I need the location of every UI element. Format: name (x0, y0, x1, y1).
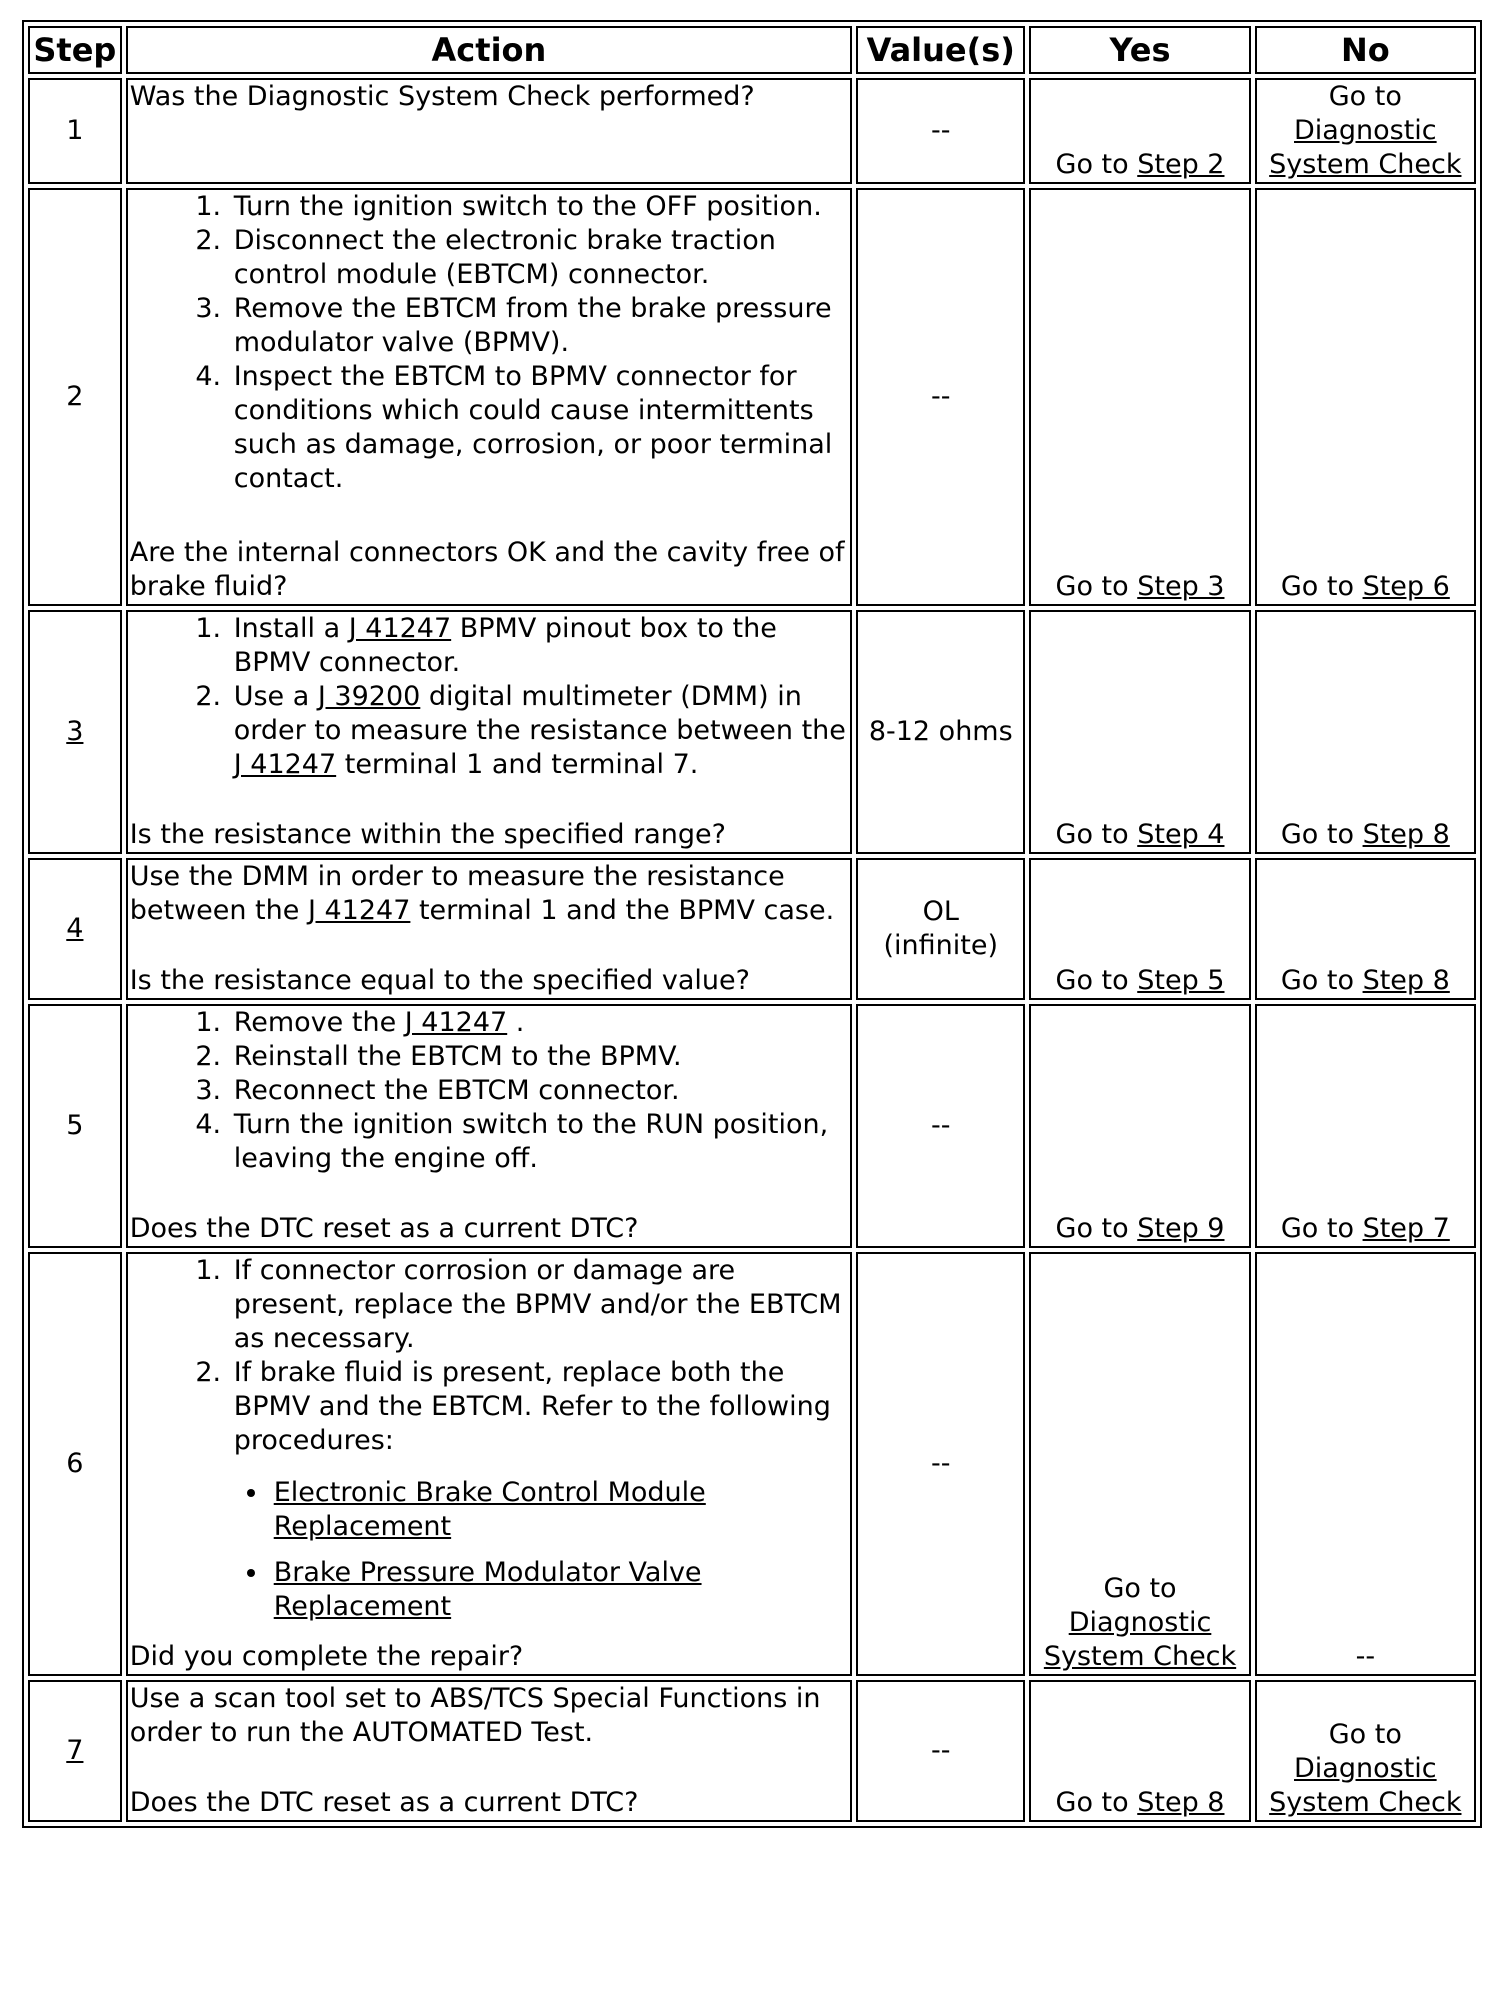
action-step-item: 4. Inspect the EBTCM to BPMV connector for conditions which could cause intermittents such as damage, corrosion, or poor terminal contact. (230, 360, 848, 496)
yes-cell (1029, 858, 1250, 1000)
action-question: Does the DTC reset as a current DTC? (129, 1213, 639, 1244)
action-step-item: 3. Reconnect the EBTCM connector. (230, 1074, 848, 1108)
j-41247-link[interactable]: J 41247 (233, 749, 337, 780)
value-line: (infinite) (883, 930, 998, 961)
j-41247-link[interactable]: J 41247 (307, 895, 411, 926)
text: BPMV pinout box to the BPMV connector. (233, 613, 777, 678)
no-cell (1255, 610, 1476, 854)
no-cell (1255, 1680, 1476, 1822)
step-number-link (28, 610, 122, 854)
value-cell: -- (856, 1004, 1025, 1248)
action-step-item: 2. Disconnect the electronic brake traction control module (EBTCM) connector. (230, 224, 848, 292)
procedure-links-list (130, 1476, 848, 1624)
no-link-step-6[interactable]: Step 6 (1362, 571, 1450, 602)
text: terminal 1 and the BPMV case. (410, 895, 835, 926)
value-cell: -- (856, 78, 1025, 184)
action-text: Was the Diagnostic System Check performed? (129, 81, 755, 112)
header-action: Action (126, 26, 852, 74)
no-prefix: Go to (1280, 571, 1363, 602)
header-yes: Yes (1029, 26, 1250, 74)
action-text (130, 861, 834, 926)
no-cell (1255, 1004, 1476, 1248)
yes-link-step-4[interactable]: Step 4 (1137, 819, 1225, 850)
action-step-item (230, 1006, 848, 1040)
action-cell (126, 858, 852, 1000)
action-cell (126, 78, 852, 184)
yes-cell (1029, 188, 1250, 606)
yes-link-step-5[interactable]: Step 5 (1137, 965, 1225, 996)
action-step-item: 3. Remove the EBTCM from the brake pressure modulator valve (BPMV). (230, 292, 848, 360)
header-step: Step (28, 26, 122, 74)
no-cell (1255, 188, 1476, 606)
yes-prefix: Go to (1055, 819, 1138, 850)
value-cell: -- (856, 1680, 1025, 1822)
no-link-diagnostic-system-check[interactable]: Diagnostic System Check (1269, 1753, 1462, 1818)
action-step-item: 2. Reinstall the EBTCM to the BPMV. (230, 1040, 848, 1074)
value-line: OL (922, 896, 959, 927)
action-steps-list (130, 1006, 848, 1176)
action-cell (126, 610, 852, 854)
action-step-item: 4. Turn the ignition switch to the RUN position, leaving the engine off. (230, 1108, 848, 1176)
no-link-step-7[interactable]: Step 7 (1362, 1213, 1450, 1244)
action-step-item: 1. Turn the ignition switch to the OFF position. (230, 190, 848, 224)
yes-cell (1029, 1680, 1250, 1822)
text: If brake fluid is present, replace both the BPMV and the EBTCM. Refer to the following procedures: (233, 1357, 831, 1456)
step-number: 2 (28, 188, 122, 606)
text: digital multimeter (DMM) in order to measure the resistance between the (233, 681, 846, 746)
yes-cell (1029, 78, 1250, 184)
step-number: 1 (28, 78, 122, 184)
electronic-brake-control-module-replacement-link[interactable]: Electronic Brake Control Module Replacement (273, 1477, 706, 1542)
action-step-item: 1. If connector corrosion or damage are present, replace the BPMV and/or the EBTCM as necessary. (230, 1254, 848, 1356)
table-row-step-5 (28, 1004, 1476, 1248)
yes-link-step-2[interactable]: Step 2 (1137, 149, 1225, 180)
text: Use a (233, 681, 318, 712)
step-number-link (28, 858, 122, 1000)
text: terminal 1 and terminal 7. (336, 749, 699, 780)
no-link-step-8[interactable]: Step 8 (1362, 965, 1450, 996)
text: . (507, 1007, 525, 1038)
yes-prefix: Go to (1055, 571, 1138, 602)
action-steps-list (130, 190, 848, 496)
yes-prefix: Go to (1055, 149, 1138, 180)
text: Install a (233, 613, 349, 644)
action-steps-list (130, 1254, 848, 1458)
action-step-item (230, 1356, 848, 1458)
value-cell: 8-12 ohms (856, 610, 1025, 854)
action-cell (126, 188, 852, 606)
step-7-link[interactable]: 7 (66, 1735, 84, 1766)
text: Use the DMM in order to measure the resistance between the (129, 861, 785, 926)
table-row-step-3 (28, 610, 1476, 854)
j-39200-link[interactable]: J 39200 (317, 681, 421, 712)
header-row (28, 26, 1476, 74)
yes-link-step-3[interactable]: Step 3 (1137, 571, 1225, 602)
value-cell: -- (856, 1252, 1025, 1676)
action-text: Use a scan tool set to ABS/TCS Special Functions in order to run the AUTOMATED Test. (129, 1683, 821, 1748)
action-cell (126, 1680, 852, 1822)
action-question: Does the DTC reset as a current DTC? (129, 1787, 639, 1818)
procedure-link-item (270, 1556, 848, 1624)
value-cell (856, 858, 1025, 1000)
procedure-link-item (270, 1476, 848, 1544)
step-number: 6 (28, 1252, 122, 1676)
table-row-step-7 (28, 1680, 1476, 1822)
step-3-link[interactable]: 3 (66, 716, 84, 747)
yes-prefix: Go to (1055, 1213, 1138, 1244)
yes-prefix: Go to (1055, 965, 1138, 996)
table-row-step-6 (28, 1252, 1476, 1676)
table-row-step-4 (28, 858, 1476, 1000)
step-4-link[interactable]: 4 (66, 913, 84, 944)
no-link-diagnostic-system-check[interactable]: Diagnostic System Check (1269, 115, 1462, 180)
table-row-step-1 (28, 78, 1476, 184)
yes-prefix: Go to (1055, 1787, 1138, 1818)
diagnostic-table (22, 20, 1482, 1828)
no-prefix: Go to (1280, 965, 1363, 996)
action-question: Is the resistance within the specified range? (129, 819, 726, 850)
step-number-link (28, 1680, 122, 1822)
yes-link-diagnostic-system-check[interactable]: Diagnostic System Check (1043, 1607, 1237, 1672)
header-no: No (1255, 26, 1476, 74)
no-prefix: Go to (1328, 1719, 1402, 1750)
yes-cell (1029, 1252, 1250, 1676)
action-cell (126, 1252, 852, 1676)
yes-link-step-8[interactable]: Step 8 (1137, 1787, 1225, 1818)
action-step-item (230, 612, 848, 680)
text: Remove the (233, 1007, 405, 1038)
no-prefix: Go to (1280, 819, 1363, 850)
no-cell: -- (1255, 1252, 1476, 1676)
action-question: Is the resistance equal to the specified value? (129, 965, 750, 996)
no-prefix: Go to (1328, 81, 1402, 112)
diagnostic-page (22, 20, 1482, 1828)
no-cell (1255, 858, 1476, 1000)
yes-cell (1029, 1004, 1250, 1248)
no-cell (1255, 78, 1476, 184)
step-number: 5 (28, 1004, 122, 1248)
j-41247-link[interactable]: J 41247 (348, 613, 452, 644)
no-prefix: Go to (1280, 1213, 1363, 1244)
action-cell (126, 1004, 852, 1248)
action-step-item (230, 680, 848, 782)
value-cell: -- (856, 188, 1025, 606)
no-link-step-8[interactable]: Step 8 (1362, 819, 1450, 850)
yes-cell (1029, 610, 1250, 854)
table-row-step-2 (28, 188, 1476, 606)
action-question: Did you complete the repair? (129, 1641, 524, 1672)
j-41247-link[interactable]: J 41247 (404, 1007, 508, 1038)
action-steps-list (130, 612, 848, 782)
action-question: Are the internal connectors OK and the cavity free of brake fluid? (129, 537, 845, 602)
yes-link-step-9[interactable]: Step 9 (1137, 1213, 1225, 1244)
yes-prefix: Go to (1103, 1573, 1177, 1604)
header-values: Value(s) (856, 26, 1025, 74)
brake-pressure-modulator-valve-replacement-link[interactable]: Brake Pressure Modulator Valve Replacement (273, 1557, 702, 1622)
